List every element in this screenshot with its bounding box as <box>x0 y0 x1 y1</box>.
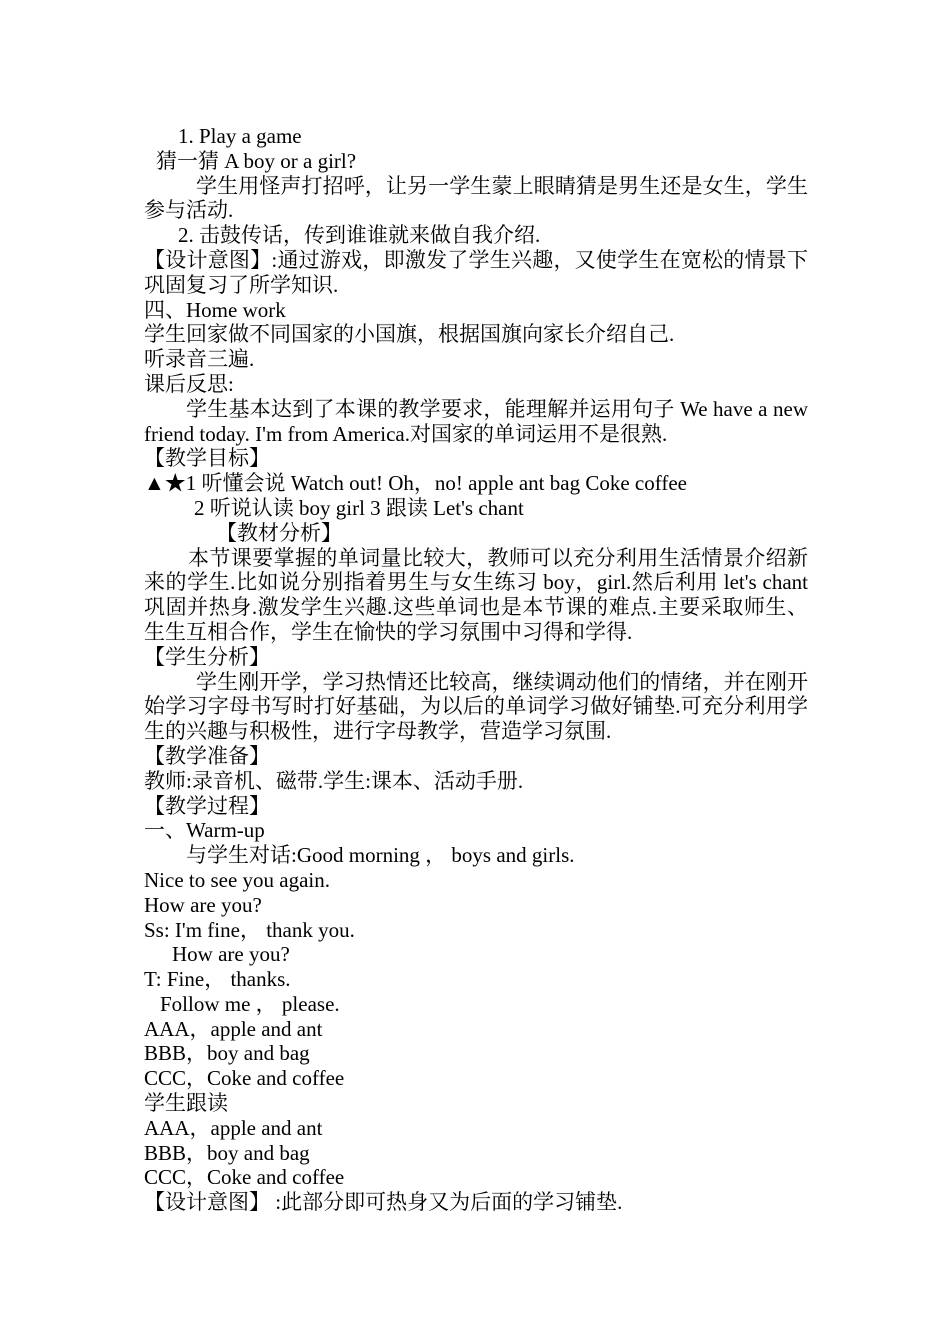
text-line: T: Fine， thanks. <box>144 967 291 992</box>
text-line: 学生跟读 <box>144 1091 228 1116</box>
text-line: How are you? <box>144 892 262 917</box>
text-line: CCC，Coke and coffee <box>144 1066 345 1091</box>
text-line: 与学生对话:Good morning ， boys and girls. <box>186 843 575 868</box>
text-line: 学生刚开学，学习热情还比较高，继续调动他们的情绪，并在刚开始学习字母书写时打好基础，为以后的单词学习做好铺垫.可充分利用学生的兴趣与积极性，进行字母教学，营造学习氛围. <box>144 669 808 744</box>
text-line: Ss: I'm fine， thank you. <box>144 917 355 942</box>
text-line: 【设计意图】 :此部分即可热身又为后面的学习铺垫. <box>144 1190 623 1215</box>
text-line: 1. Play a game <box>178 124 302 148</box>
text-line: 四、Home work <box>144 297 286 322</box>
text-line: 学生回家做不同国家的小国旗，根据国旗向家长介绍自己. <box>144 322 675 347</box>
text-line: 学生基本达到了本课的教学要求，能理解并运用句子 We have a new friend today. I'm from America.对国家的单词运用不是很熟. <box>144 396 808 446</box>
text-line: CCC，Coke and coffee <box>144 1165 345 1190</box>
text-line: 本节课要掌握的单词量比较大，教师可以充分利用生活情景介绍新来的学生.比如说分别指着男生与女生练习 boy，girl.然后利用 let's chant 巩固并热身.激发学生兴趣.这些单词也是本节课的难点.主要采取师生、生生互相合作，学生在愉快的学习氛围中习得和学得. <box>144 545 808 644</box>
text-line: 课后反思: <box>144 371 234 396</box>
text-line: 2. 击鼓传话，传到谁谁就来做自我介绍. <box>178 223 541 248</box>
text-line: BBB，boy and bag <box>144 1140 310 1165</box>
text-line: 【学生分析】 <box>144 644 270 669</box>
text-line: Follow me ， please. <box>160 991 340 1016</box>
text-line: AAA，apple and ant <box>144 1115 323 1140</box>
text-line: 【教学目标】 <box>144 446 270 471</box>
text-line: 【教学过程】 <box>144 793 270 818</box>
text-line: 猜一猜 A boy or a girl? <box>156 148 357 173</box>
text-line: 2 听说认读 boy girl 3 跟读 Let's chant <box>194 495 524 520</box>
text-line: Nice to see you again. <box>144 867 331 892</box>
text-line: 【教材分析】 <box>216 520 342 545</box>
text-line: How are you? <box>172 942 290 967</box>
document-text <box>144 124 808 1215</box>
text-line: BBB，boy and bag <box>144 1041 310 1066</box>
text-line: 听录音三遍. <box>144 347 255 372</box>
text-line: ▲★1 听懂会说 Watch out! Oh，no! apple ant bag Coke coffee <box>144 471 687 496</box>
text-line: 【设计意图】:通过游戏，即激发了学生兴趣，又使学生在宽松的情景下巩固复习了所学知识. <box>144 247 808 297</box>
text-line: 教师:录音机、磁带.学生:课本、活动手册. <box>144 768 524 793</box>
text-line: AAA，apple and ant <box>144 1016 323 1041</box>
text-line: 学生用怪声打招呼，让另一学生蒙上眼睛猜是男生还是女生，学生参与活动. <box>144 173 808 223</box>
text-line: 【教学准备】 <box>144 743 270 768</box>
text-line: 一、Warm-up <box>144 818 265 843</box>
